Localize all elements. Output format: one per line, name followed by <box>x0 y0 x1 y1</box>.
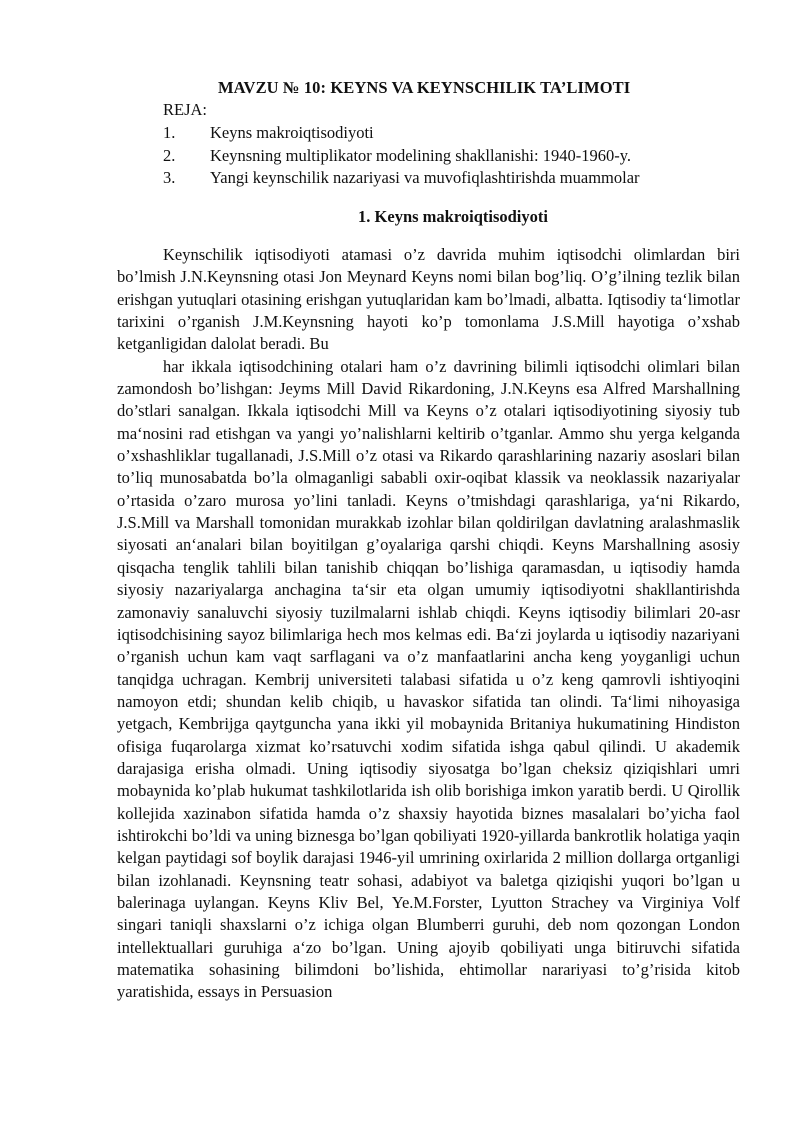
plan-item-number: 1. <box>163 123 176 142</box>
paragraph: Keynschilik iqtisodiyoti atamasi o’z davrida muhim iqtisodchi olimlardan biri bo’lmish J.N.Keynsning otasi Jon Meynard Keyns nomi bilan bog’liq. O’g’ilning tezlik bilan erishgan yutuqlari otasining erishgan yutuqlaridan kam bo’lmadi, albatta. Iqtisodiy ta‘limotlar tarixini o’rganish J.M.Keynsning hayoti ko’p tomonlama J.S.Mill hayotiga o’xshab ketganligidan dalolat beradi. Bu <box>117 245 740 354</box>
plan-item <box>163 167 640 190</box>
section-heading: 1. Keyns makroiqtisodiyoti <box>358 207 548 226</box>
plan-item <box>163 145 640 168</box>
plan-item-text: Yangi keynschilik nazariyasi va muvofiqlashtirishda muammolar <box>210 168 640 187</box>
plan-item-text: Keynsning multiplikator modelining shakllanishi: 1940-1960-y. <box>210 145 632 165</box>
document-title: MAVZU № 10: KEYNS VA KEYNSCHILIK TA’LIMOTI <box>218 78 631 97</box>
plan-label: REJA: <box>163 100 208 119</box>
paragraph: har ikkala iqtisodchining otalari ham o’z davrining bilimli iqtisodchi olimlari bilan zamondosh bo’lishgan: Jeyms Mill David Rikardoning, J.N.Keyns esa Alfred Marshallning do’stlari sanalgan. Ikkala iqtisodchi Mill va Keyns o’z otalari iqtisodiyotining siyosiy tub ma‘nosini rad etishgan va yangi yo’nalishlarni keltirib o’tganlar. Ammo shu yerga kelganda o’xshashliklar tugallanadi, J.S.Mill o’z otasi va Rikardo qarashlarining nazariy asoslari bilan to’liq munosabatda bo’la olmaganligi sababli oxir-oqibat klassik va neoklassik nazariyalar o’rtasida o’zaro murosa yo’lini tanladi. Keyns o’tmishdagi qarashlariga, ya‘ni Rikardo, J.S.Mill va Marshall tomonidan murakkab izohlar bilan qoldirilgan davlatning aralashmaslik siyosati an‘analari bilan boyitilgan g’oyalariga qarshi chiqdi. Keyns Marshallning asosiy qisqacha tenglik tahlili bilan tanishib chiqqan bo’lishiga qaramasdan, u iqtisodiy hamda siyosiy nazariyalarga anchagina ta‘sir eta olgan umumiy iqtisodiyotni shakllantirishda zamonaviy sanaluvchi siyosiy tuzilmalarni ishlab chiqdi. Keyns iqtisodiy bilimlari 20-asr iqtisodchisining sayoz bilimlariga hech mos kelmas edi. Ba‘zi joylarda u iqtisodiy nazariyani o’rganish uchun kam vaqt sarflagani va o’z manfaatlarini ancha keng yoyganligi uchun tanqidga uchragan. Kembrij universiteti talabasi sifatida u o’z keng qamrovli ishtiyoqini namoyon etdi; shundan kelib chiqib, u havaskor sifatida tan olindi. Ta‘limi nihoyasiga yetgach, Kembrijga qaytguncha yana ikki yil mobaynida Britaniya hukumatining Hindiston ofisiga fuqarolarga xizmat ko’rsatuvchi xodim sifatida ishga qabul qilindi. U akademik darajasiga erisha olmadi. Uning iqtisodiy siyosatga bo’lgan cheksiz qiziqishlari umri mobaynida ko’plab hukumat tashkilotlarida ish olib borishiga imkon yaratib berdi. U Qirollik kollejida xazinabon sifatida hamda o’z shaxsiy hayotida biznes masalalari bo’yicha faol ishtirokchi bo’ldi va uning biznesga bo’lgan qobiliyati 1920-yillarda bankrotlik holatiga yaqin kelgan paytidagi sof boylik darajasi 1946-yil umrining oxirlarida 2 million dollarga ortganligi bilan izohlanadi. Keynsning teatr sohasi, adabiyot va baletga qiziqishi yuqori bo’lgan u balerinaga uylangan. Keyns Kliv Bel, Ye.M.Forster, Lyutton Strachey va Virginiya Volf singari taniqli shaxslarni o’z ichiga olgan Blumberri guruhi, deb nom qozongan London intellektuallari guruhiga a‘zo bo’lgan. Uning ajoyib qobiliyati unga bitiruvchi sifatida matematika sohasining bilimdoni bo’lishida, ehtimollar narariyasi to’g’risida kitob yaratishida, essays in Persuasion <box>117 356 740 1002</box>
plan-item-text: Keyns makroiqtisodiyoti <box>210 123 374 142</box>
plan-item-number: 2. <box>163 145 176 165</box>
plan-item <box>163 122 640 145</box>
body-text <box>117 244 740 1004</box>
plan-list <box>163 122 640 190</box>
plan-item-number: 3. <box>163 168 176 187</box>
